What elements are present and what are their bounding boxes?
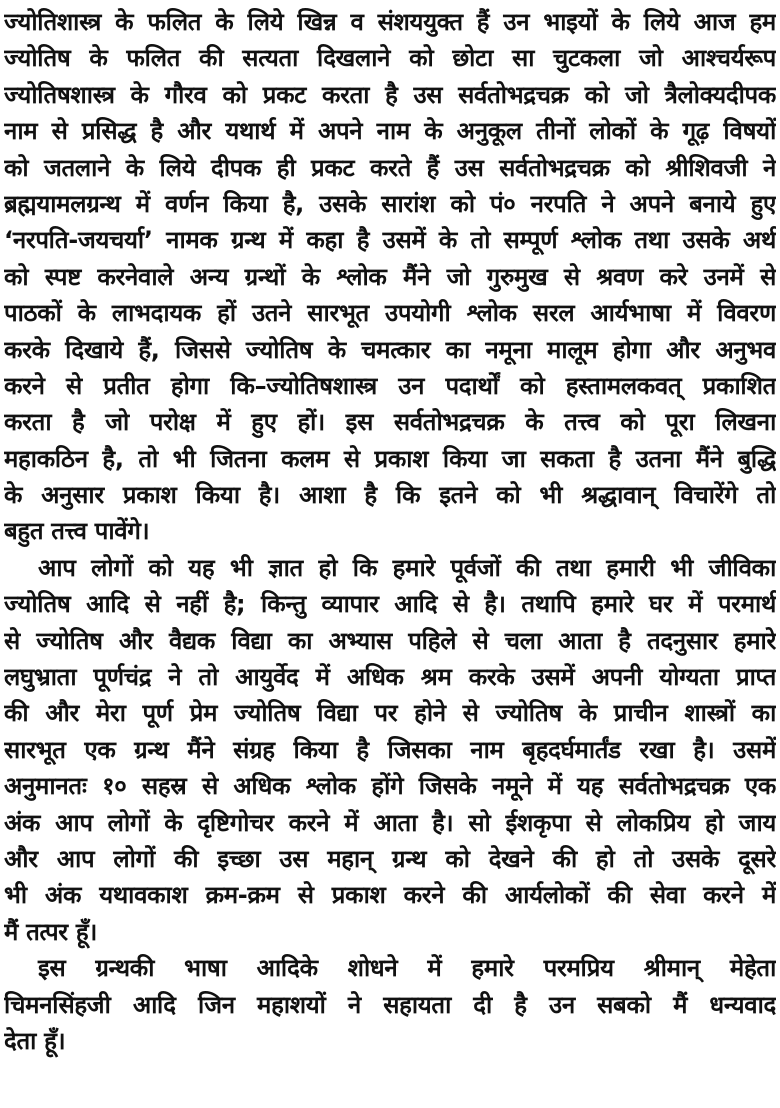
text-line: ज्योतिष के फलित की सत्यता दिखलाने को छोटा सा चुटकला जो आश्चर्यरूप [4,44,776,73]
text-line: करके दिखाये हैं, जिससे ज्योतिष के चमत्कार का नमूना मालूम होगा और अनुभव [4,335,776,364]
paragraph [4,550,776,950]
text-line: लघुभ्राता पूर्णचंद्र ने तो आयुर्वेद में अधिक श्रम करके उसमें अपनी योग्यता प्राप्त [4,663,776,692]
text-line: को जतलाने के लिये दीपक ही प्रकट करते हैं उस सर्वतोभद्रचक्र को श्रीशिवजी ने [4,153,776,182]
text-line: भी अंक यथावकाश क्रम-क्रम से प्रकाश करने की आर्यलोकों की सेवा करने में [4,881,776,910]
text-line: नाम से प्रसिद्ध है और यथार्थ में अपने नाम के अनुकूल तीनों लोकों के गूढ़ विषयों [4,117,776,146]
paragraph [4,4,776,550]
text-line: आप लोगों को यह भी ज्ञात हो कि हमारे पूर्वजों की तथा हमारी भी जीविका [38,553,776,582]
text-line: इस ग्रन्थकी भाषा आदिके शोधने में हमारे परमप्रिय श्रीमान् मेहेता [38,954,776,983]
text-line: करता है जो परोक्ष में हुए हों। इस सर्वतोभद्रचक्र के तत्त्व को पूरा लिखना [4,408,776,437]
paragraph [4,950,776,1059]
text-line: बहुत तत्त्व पावेंगे। [4,517,150,546]
text-line: पाठकों के लाभदायक हों उतने सारभूत उपयोगी श्लोक सरल आर्यभाषा में विवरण [4,299,776,328]
document-page [4,4,776,1059]
text-line: और आप लोगों की इच्छा उस महान् ग्रन्थ को देखने की हो तो उसके दूसरे [4,844,776,873]
text-line: अंक आप लोगों के दृष्टिगोचर करने में आता है। सो ईशकृपा से लोकप्रिय हो जाय [4,808,776,837]
text-line: के अनुसार प्रकाश किया है। आशा है कि इतने को भी श्रद्धावान् विचारेंगे तो [4,481,776,510]
text-line: अनुमानतः १० सहस्र से अधिक श्लोक होंगे जिसके नमूने में यह सर्वतोभद्रचक्र एक [4,772,776,801]
text-line: ज्योतिष आदि से नहीं है; किन्तु व्यापार आदि से है। तथापि हमारे घर में परमार्थ [4,590,776,619]
text-line: सारभूत एक ग्रन्थ मैंने संग्रह किया है जिसका नाम बृहदर्घमार्तंड रखा है। उसमें [4,735,776,764]
text-line: से ज्योतिष और वैद्यक विद्या का अभ्यास पहिले से चला आता है तदनुसार हमारे [4,626,776,655]
text-line: मैं तत्पर हूँ। [4,917,98,946]
text-line: ब्रह्मयामलग्रन्थ में वर्णन किया है, उसके सारांश को पं० नरपति ने अपने बनाये हुए [4,189,776,218]
text-line: महाकठिन है, तो भी जितना कलम से प्रकाश किया जा सकता है उतना मैंने बुद्धि [4,444,776,473]
text-line: ज्योतिशास्त्र के फलित के लिये खिन्न व संशययुक्त हैं उन भाइयों के लिये आज हम [4,8,776,36]
text-line: देता हूँ। [4,1026,66,1055]
text-line: चिमनसिंहजी आदि जिन महाशयों ने सहायता दी है उन सबको मैं धन्यवाद [4,990,776,1019]
text-line: ज्योतिषशास्त्र के गौरव को प्रकट करता है उस सर्वतोभद्रचक्र को जो त्रैलोक्यदीपक [4,80,776,109]
text-line: ‘नरपति-जयचर्या’ नामक ग्रन्थ में कहा है उसमें के तो सम्पूर्ण श्लोक तथा उसके अर्थ [4,226,776,255]
text-line: की और मेरा पूर्ण प्रेम ज्योतिष विद्या पर होने से ज्योतिष के प्राचीन शास्त्रों का [4,699,776,728]
text-line: करने से प्रतीत होगा कि–ज्योतिषशास्त्र उन पदार्थों को हस्तामलकवत् प्रकाशित [4,371,776,400]
text-line: को स्पष्ट करनेवाले अन्य ग्रन्थों के श्लोक मैंने जो गुरुमुख से श्रवण करे उनमें से [4,262,776,291]
